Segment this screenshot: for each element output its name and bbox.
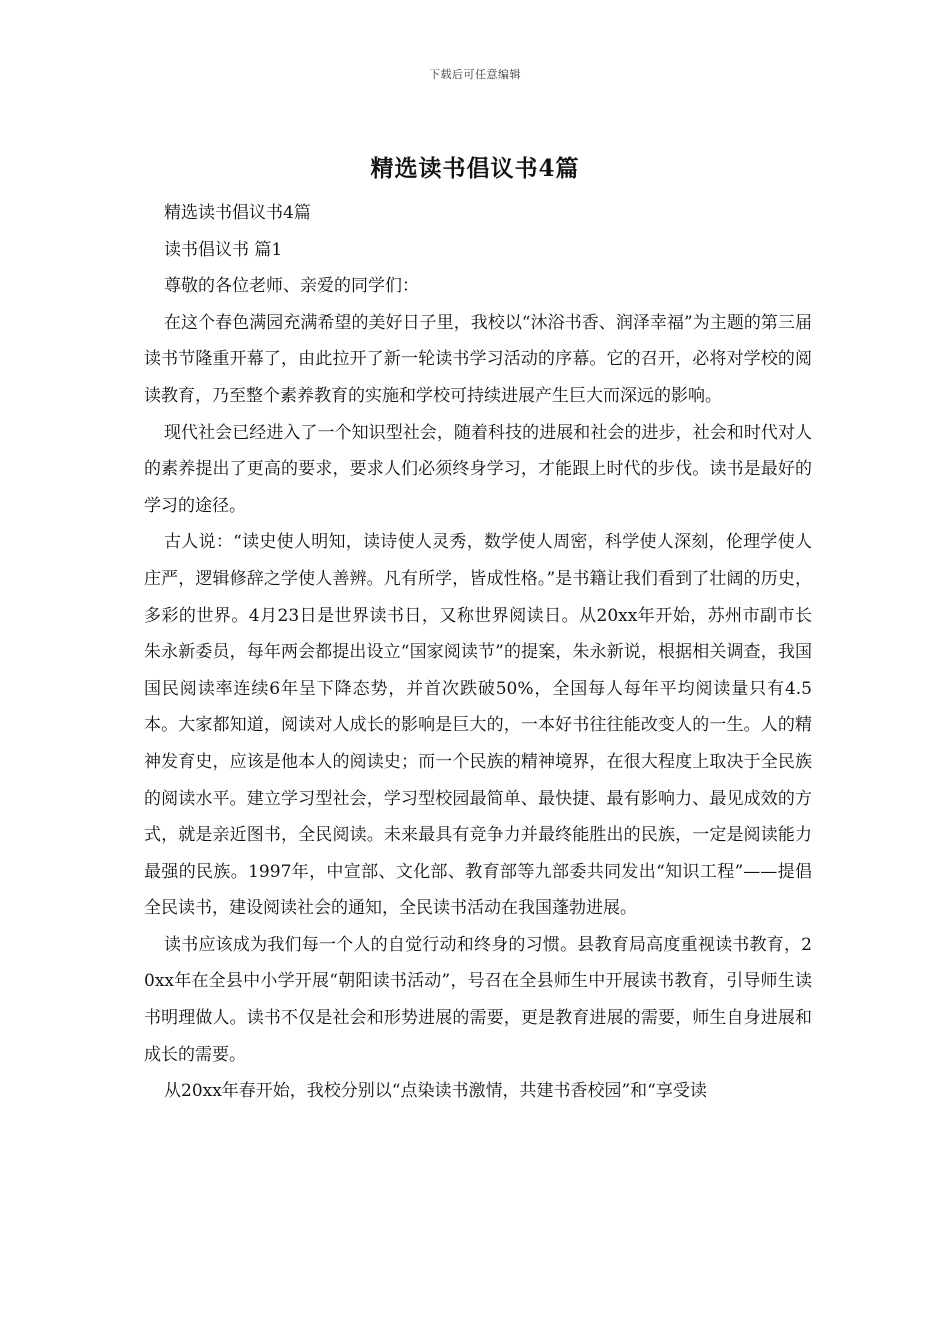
header-note: 下载后可任意编辑 [429, 68, 521, 81]
paragraph: 在这个春色满园充满希望的美好日子里，我校以“沐浴书香、润泽幸福”为主题的第三届读书节隆重开幕了，由此拉开了新一轮读书学习活动的序幕。它的召开，必将对学校的阅读教育，乃至整个素养教育的实施和学校可持续进展产生巨大而深远的影响。 [144, 312, 812, 406]
paragraph-section-heading: 读书倡议书 篇1 [164, 239, 283, 260]
paragraph: 古人说：“读史使人明知，读诗使人灵秀，数学使人周密，科学使人深刻，伦理学使人庄严，逻辑修辞之学使人善辨。凡有所学，皆成性格。”是书籍让我们看到了壮阔的历史，多彩的世界。4月23日是世界读书日，又称世界阅读日。从20xx年开始，苏州市副市长朱永新委员，每年两会都提出设立“国家阅读节”的提案，朱永新说，根据相关调查，我国国民阅读率连续6年呈下降态势，并首次跌破50%，全国每人每年平均阅读量只有4.5本。大家都知道，阅读对人成长的影响是巨大的，一本好书往往能改变人的一生。人的精神发育史，应该是他本人的阅读史；而一个民族的精神境界，在很大程度上取决于全民族的阅读水平。建立学习型社会，学习型校园最简单、最快捷、最有影响力、最见成效的方式，就是亲近图书，全民阅读。未来最具有竞争力并最终能胜出的民族，一定是阅读能力最强的民族。1997年，中宣部、文化部、教育部等九部委共同发出“知识工程”——提倡全民读书，建设阅读社会的通知，全民读书活动在我国蓬勃进展。 [144, 532, 812, 919]
paragraph: 读书应该成为我们每一个人的自觉行动和终身的习惯。县教育局高度重视读书教育，20xx年在全县中小学开展“朝阳读书活动”，号召在全县师生中开展读书教育，引导师生读书明理做人。读书不仅是社会和形势进展的需要，更是教育进展的需要，师生自身进展和成长的需要。 [144, 934, 812, 1065]
paragraph-subtitle: 精选读书倡议书4篇 [164, 203, 311, 223]
paragraph: 现代社会已经进入了一个知识型社会，随着科技的进展和社会的进步，社会和时代对人的素养提出了更高的要求，要求人们必须终身学习，才能跟上时代的步伐。读书是最好的学习的途径。 [144, 422, 812, 516]
document-body [144, 195, 812, 1110]
document-title: 精选读书倡议书4篇 [370, 155, 580, 182]
paragraph: 从20xx年春开始，我校分别以“点染读书激情，共建书香校园”和“享受读 [164, 1081, 707, 1102]
paragraph-salutation: 尊敬的各位老师、亲爱的同学们： [164, 276, 419, 297]
